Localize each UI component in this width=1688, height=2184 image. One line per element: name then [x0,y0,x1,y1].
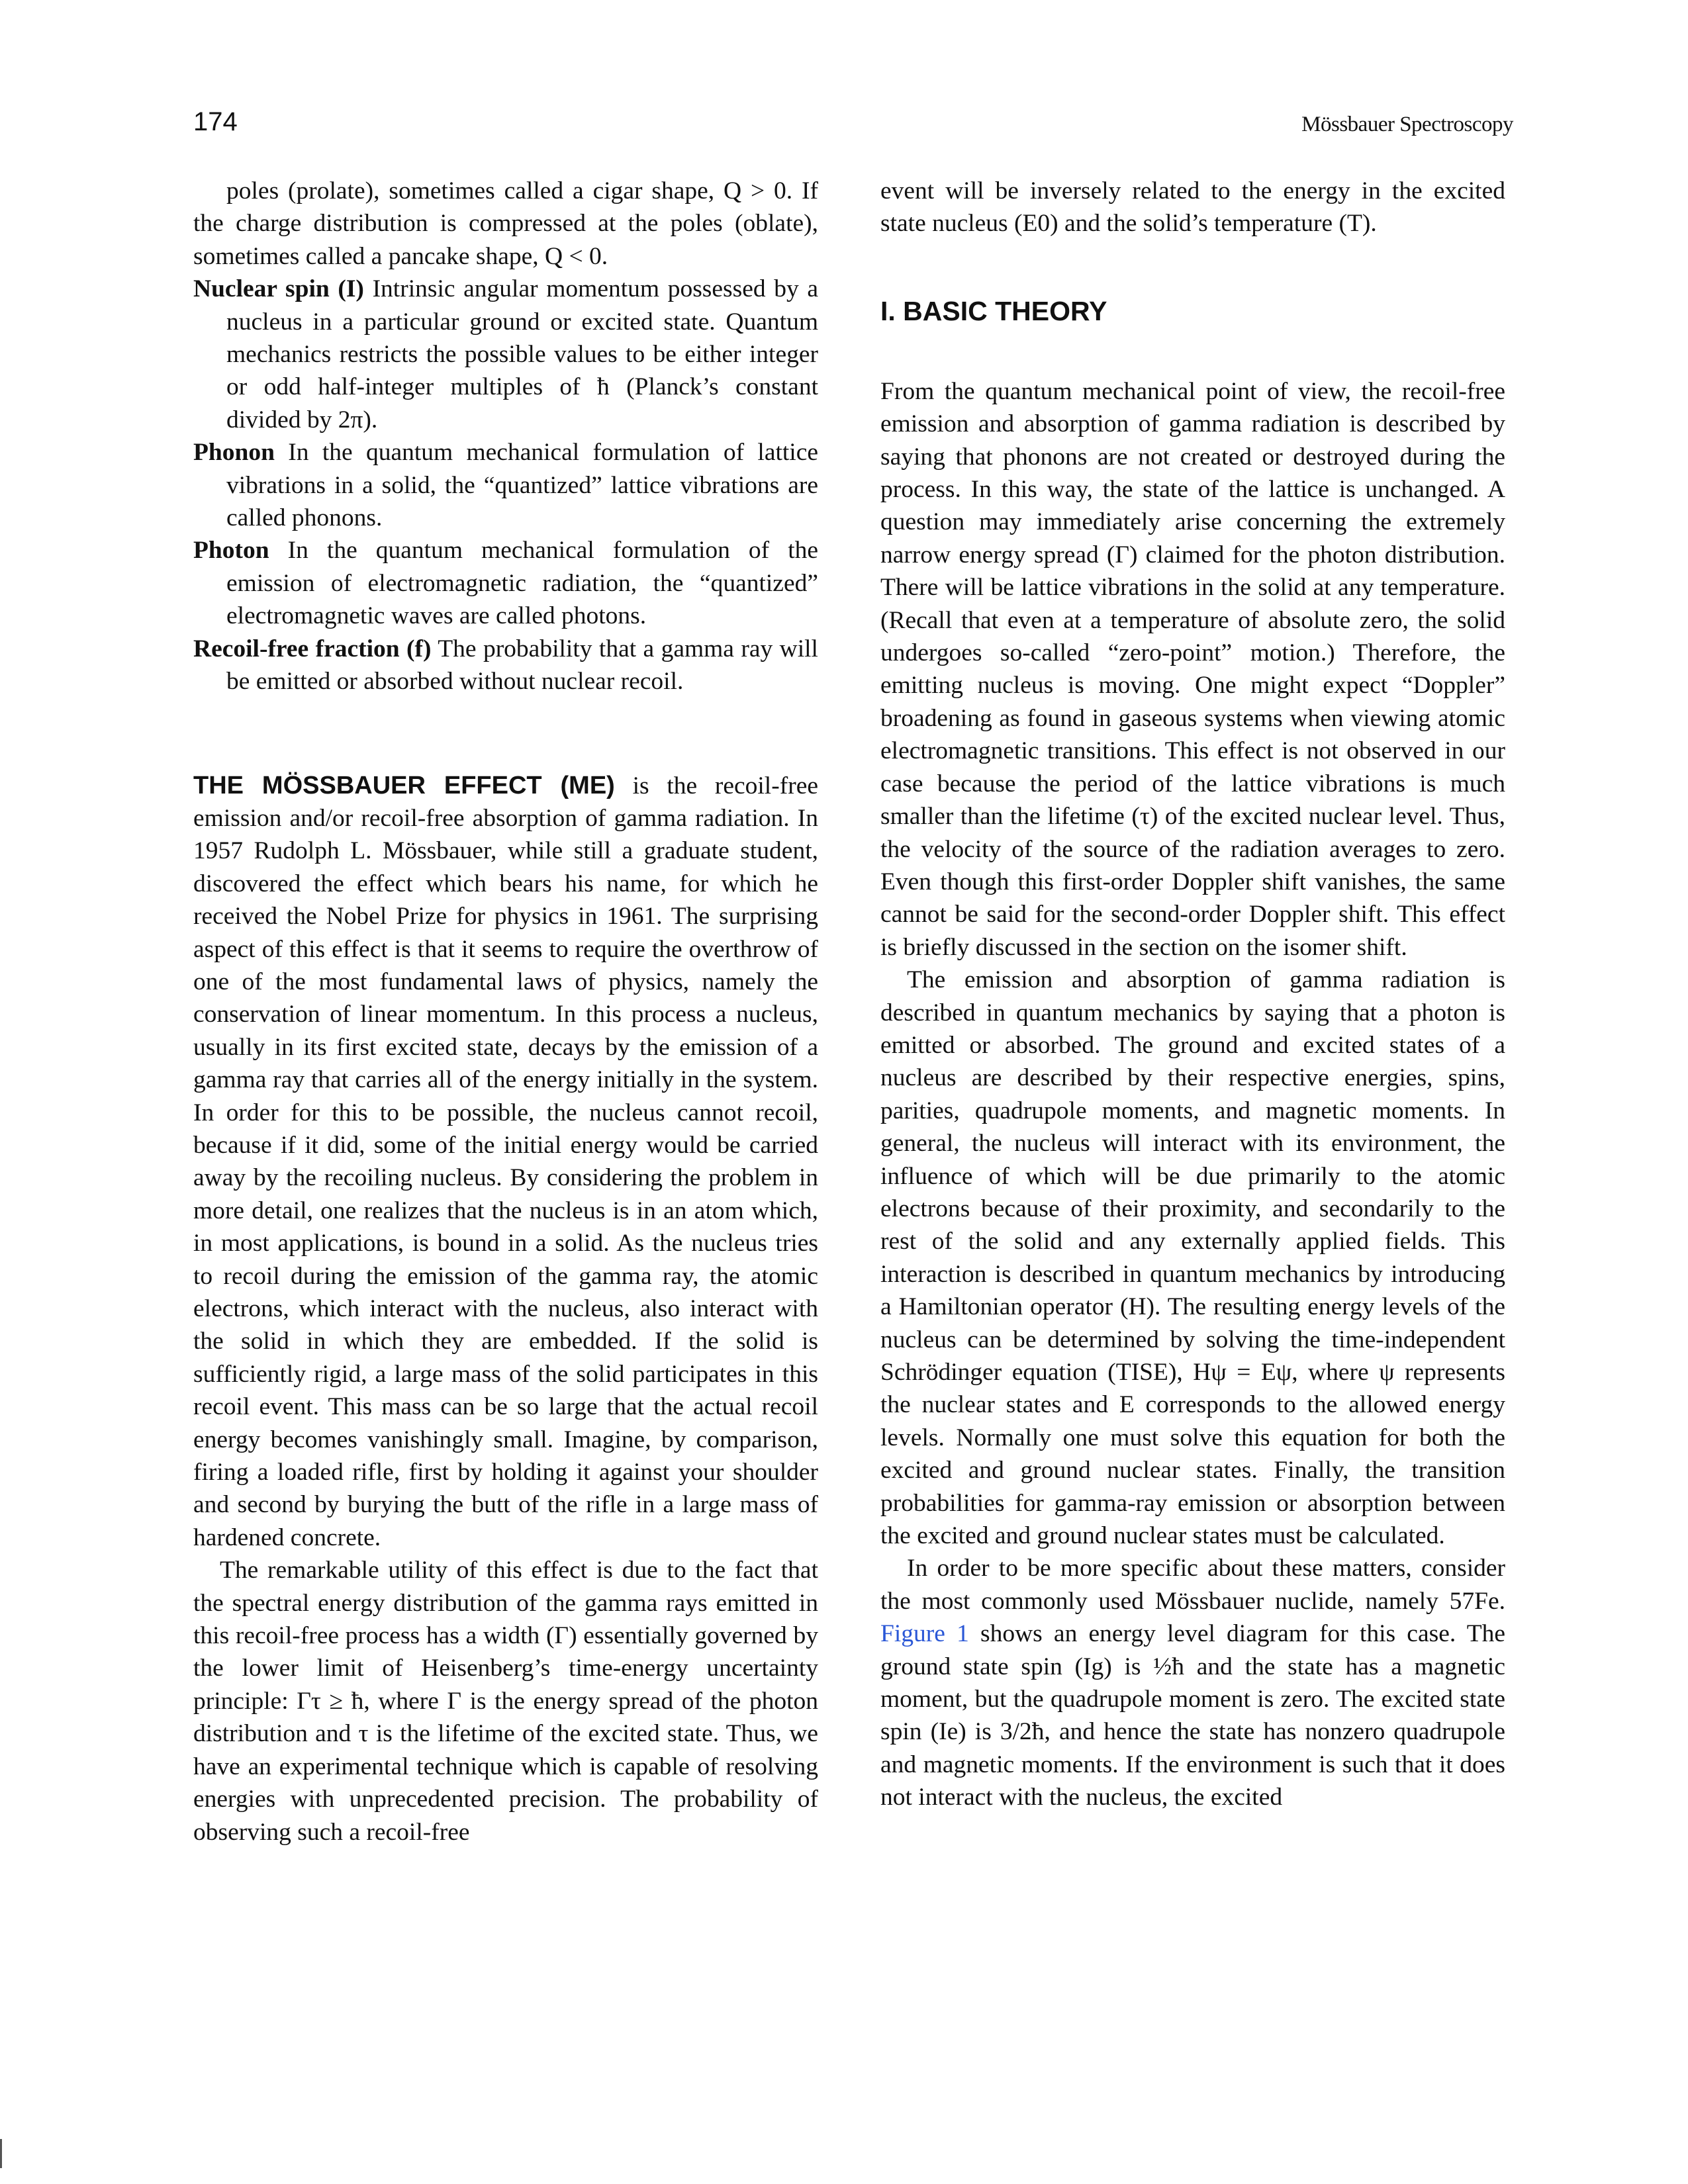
glossary-term: Photon [193,537,269,565]
glossary-definition: In the quantum mechanical formulation of lattice vibrations in a solid, the “quantized” lattice vibrations are called phonons. [226,439,819,532]
right-continuation: event will be inversely related to the energy in the excited state nucleus (E0) and the solid’s temperature (T). [880,177,1505,238]
glossary-entry-photon [193,534,818,632]
glossary-term: Recoil-free fraction (f) [193,635,432,662]
glossary-entry-nuclear-spin [193,273,818,436]
paragraph-3-rest: shows an energy level diagram for this case. The ground state spin (Ig) is ½ħ and the state has a magnetic moment, but the quadrupole moment is zero. The excited state spin (Ie) is 3/2ħ, and hence the state has nonzero quadrupole and magnetic moments. If the environment is such that it does not interact with the nucleus, the excited [880,1620,1505,1811]
right-column [880,175,1505,1814]
page-edge-mark [0,2139,2,2168]
glossary-definition: In the quantum mechanical formulation of the emission of electromagnetic radiation, the “quantized” electromagnetic waves are called photons. [226,537,819,630]
glossary-definition: The probability that a gamma ray will be emitted or absorbed without nuclear recoil. [226,635,818,696]
glossary-definition: Intrinsic angular momentum possessed by a nucleus in a particular ground or excited state. Quantum mechanics restricts the possible values to be either integer or odd half-integer multiples of ħ (Planck’s constant divided by 2π). [226,275,819,433]
glossary-entry-phonon [193,436,818,534]
glossary-term: Nuclear spin (I) [193,275,364,303]
section-heading-basic-theory: I. BASIC THEORY [880,295,1107,326]
basic-theory-paragraph-3 [880,1552,1505,1813]
prolate-continuation: poles (prolate), sometimes called a cigar shape, Q > 0. If the charge distribution is compressed at the poles (oblate), sometimes called a pancake shape, Q < 0. [193,177,818,270]
mossbauer-effect-text: is the recoil-free emission and/or recoil-free absorption of gamma radiation. In 1957 Rudolph L. Mössbauer, while still a graduate student, discovered the effect which bears his name, for which he received the Nobel Prize for physics in 1961. The surprising aspect of this effect is that it seems to require the overthrow of one of the most fundamental laws of physics, namely the conservation of linear momentum. In this process a nucleus, usually in its first excited state, decays by the emission of a gamma ray that carries all of the energy initially in the system. In order for this to be possible, the nucleus cannot recoil, because if it did, some of the initial energy would be carried away by the recoiling nucleus. By considering the problem in more detail, one realizes that the nucleus is in an atom which, in most applications, is bound in a solid. As the nucleus tries to recoil during the emission of the gamma ray, the atomic electrons, which interact with the nucleus, also interact with the solid in which they are embedded. If the solid is sufficiently rigid, a large mass of the solid participates in this recoil event. This mass can be so large that the actual recoil energy becomes vanishingly small. Imagine, by comparison, firing a loaded rifle, first by holding it against your shoulder and second by burying the butt of the rifle in a large mass of hardened concrete. [193,772,818,1551]
basic-theory-paragraph-1: From the quantum mechanical point of view, the recoil-free emission and absorption of gamma radiation is described by saying that phonons are not created or destroyed during the process. In this way, the state of the lattice is unchanged. A question may immediately arise concerning the extremely narrow energy spread (Γ) claimed for the photon distribution. There will be lattice vibrations in the solid at any temperature. (Recall that even at a temperature of absolute zero, the solid undergoes so-called “zero-point” motion.) Therefore, the emitting nucleus is moving. One might expect “Doppler” broadening as found in gaseous systems when viewing atomic electromagnetic transitions. This effect is not observed in our case because the period of the lattice vibrations is much smaller than the lifetime (τ) of the excited nuclear level. Thus, the velocity of the source of the radiation averages to zero. Even though this first-order Doppler shift vanishes, the same cannot be said for the second-order Doppler shift. This effect is briefly discussed in the section on the isomer shift. [880,377,1505,961]
paragraph-3-lead: In order to be more specific about these matters, consider the most commonly used Mössbauer nuclide, namely 57Fe. [880,1555,1505,1615]
mossbauer-effect-paragraph [193,770,818,1555]
basic-theory-paragraph-2: The emission and absorption of gamma radiation is described in quantum mechanics by saying that a photon is emitted or absorbed. The ground and excited states of a nucleus are described by their respective energies, spins, parities, quadrupole moments, and magnetic moments. In general, the nucleus will interact with its environment, the influence of which will be due primarily to the atomic electrons because of their proximity, and secondarily to the rest of the solid and any externally applied fields. This interaction is described in quantum mechanics by introducing a Hamiltonian operator (H). The resulting energy levels of the nucleus can be determined by solving the time-independent Schrödinger equation (TISE), Hψ = Eψ, where ψ represents the nuclear states and E corresponds to the allowed energy levels. Normally one must solve this equation for both the excited and ground nuclear states. Finally, the transition probabilities for gamma-ray emission or absorption between the excited and ground nuclear states must be calculated. [880,966,1505,1550]
glossary-term: Phonon [193,439,275,467]
mossbauer-effect-heading: THE MÖSSBAUER EFFECT (ME) [193,771,615,799]
glossary-entry-recoil-free-fraction [193,633,818,698]
page-number: 174 [193,107,238,136]
left-column [193,175,818,1848]
running-title: Mössbauer Spectroscopy [1301,113,1513,136]
utility-paragraph: The remarkable utility of this effect is due to the fact that the spectral energy distribution of the gamma rays emitted in this recoil-free process has a width (Γ) essentially governed by the lower limit of Heisenberg’s time-energy uncertainty principle: Γτ ≥ ħ, where Γ is the energy spread of the photon distribution and τ is the lifetime of the excited state. Thus, we have an experimental technique which is capable of resolving energies with unprecedented precision. The probability of observing such a recoil-free [193,1557,818,1846]
figure-1-link[interactable]: Figure 1 [880,1620,969,1648]
